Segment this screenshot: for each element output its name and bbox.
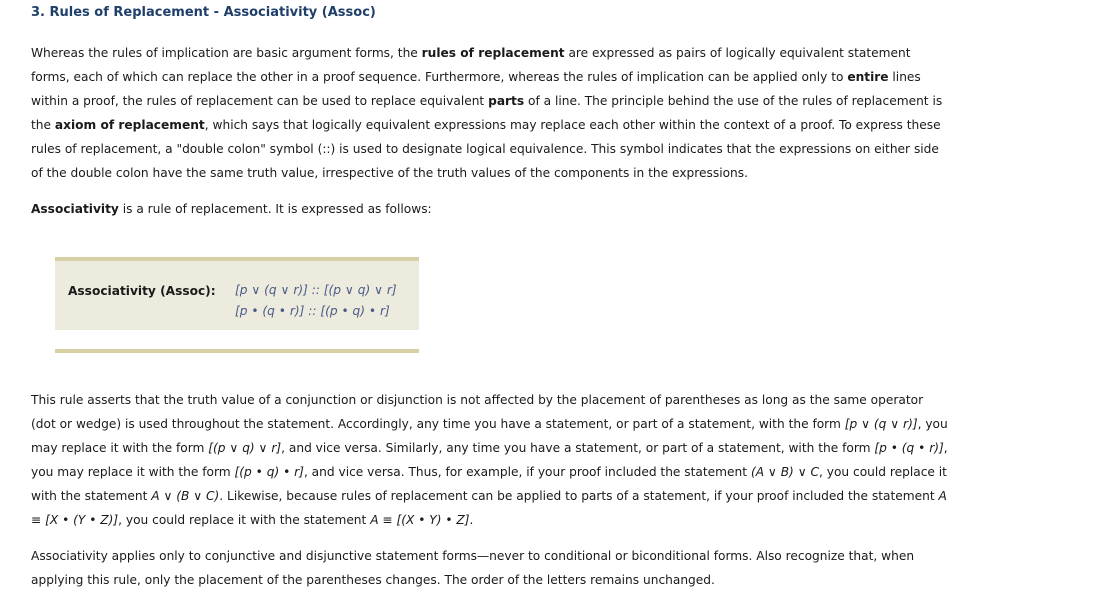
- intro-text-4: of a line. The principle behind the use of the rules of replacement is the: [31, 94, 943, 132]
- rule-box-body: [55, 261, 419, 330]
- formula-8: A ≡ [(X • Y) • Z]: [370, 513, 470, 527]
- explanation-text-5: , and vice versa. Thus, for example, if your proof included the statement: [303, 465, 751, 479]
- explanation-text-3: , and vice versa. Similarly, any time you have a statement, or part of a statement, with the form: [281, 441, 875, 455]
- term-entire: entire: [847, 70, 889, 84]
- intro-text-1: Whereas the rules of implication are basic argument forms, the: [31, 46, 422, 60]
- rule-box: [55, 257, 419, 353]
- term-associativity: Associativity: [31, 202, 119, 216]
- rule-formula-disjunction: [p ∨ (q ∨ r)] :: [(p ∨ q) ∨ r]: [235, 283, 397, 297]
- associativity-intro-text: is a rule of replacement. It is expressed as follows:: [118, 202, 432, 216]
- explanation-text-1: This rule asserts that the truth value of a conjunction or disjunction is not affected by the placement of parentheses as long as the same operator (dot or wedge) is used throughout the statement. Accordingly, any time you have a statement, or part of a statement, with the form: [31, 393, 924, 431]
- explanation-text-8: , you could replace it with the statement: [118, 513, 371, 527]
- intro-text-5: , which says that logically equivalent expressions may replace each other within the context of a proof. To express these rules of replacement, a "double colon" symbol (::) is used to designate logical equivalence. This symbol indicates that the expressions on either side of the double colon have the same truth value, irrespective of the truth values of the components in the expressions.: [31, 118, 941, 180]
- term-rules-of-replacement: rules of replacement: [421, 46, 565, 60]
- explanation-text-6: , you could replace it with the statement: [31, 465, 947, 503]
- formula-4: [(p • q) • r]: [234, 465, 304, 479]
- formula-5: (A ∨ B) ∨ C: [750, 465, 819, 479]
- formula-2: [(p ∨ q) ∨ r]: [208, 441, 282, 455]
- intro-paragraph: [31, 41, 951, 185]
- rule-box-gap: [55, 330, 419, 349]
- rule-formula-conjunction: [p • (q • r)] :: [(p • q) • r]: [235, 304, 390, 318]
- explanation-text-9: .: [469, 513, 474, 527]
- explanation-text-7: . Likewise, because rules of replacement can be applied to parts of a statement, if your proof included the statement: [219, 489, 939, 503]
- formula-7: A ≡ [X • (Y • Z)]: [31, 489, 947, 527]
- formula-1: [p ∨ (q ∨ r)]: [844, 417, 918, 431]
- page-title: 3. Rules of Replacement - Associativity (Assoc): [31, 5, 376, 20]
- formula-3: [p • (q • r)]: [874, 441, 944, 455]
- term-axiom-of-replacement: axiom of replacement: [54, 118, 205, 132]
- rule-label: Associativity (Assoc):: [68, 284, 216, 298]
- term-parts: parts: [488, 94, 525, 108]
- associativity-intro: [31, 197, 951, 221]
- intro-text-2: are expressed as pairs of logically equivalent statement forms, each of which can replace the other in a proof sequence. Furthermore, whereas the rules of implication can be applied only to: [31, 46, 911, 84]
- closing-paragraph: Associativity applies only to conjunctive and disjunctive statement forms—never to conditional or biconditional forms. Also recognize that, when applying this rule, only the placement of the parentheses changes. The order of the letters remains unchanged.: [31, 549, 915, 587]
- rule-box-bottom-border: [55, 349, 419, 353]
- explanation-paragraph: [31, 388, 951, 532]
- formula-6: A ∨ (B ∨ C): [151, 489, 220, 503]
- explanation-text-2: , you may replace it with the form: [31, 417, 948, 455]
- explanation-text-4: , you may replace it with the form: [31, 441, 948, 479]
- intro-text-3: lines within a proof, the rules of replacement can be used to replace equivalent: [31, 70, 921, 108]
